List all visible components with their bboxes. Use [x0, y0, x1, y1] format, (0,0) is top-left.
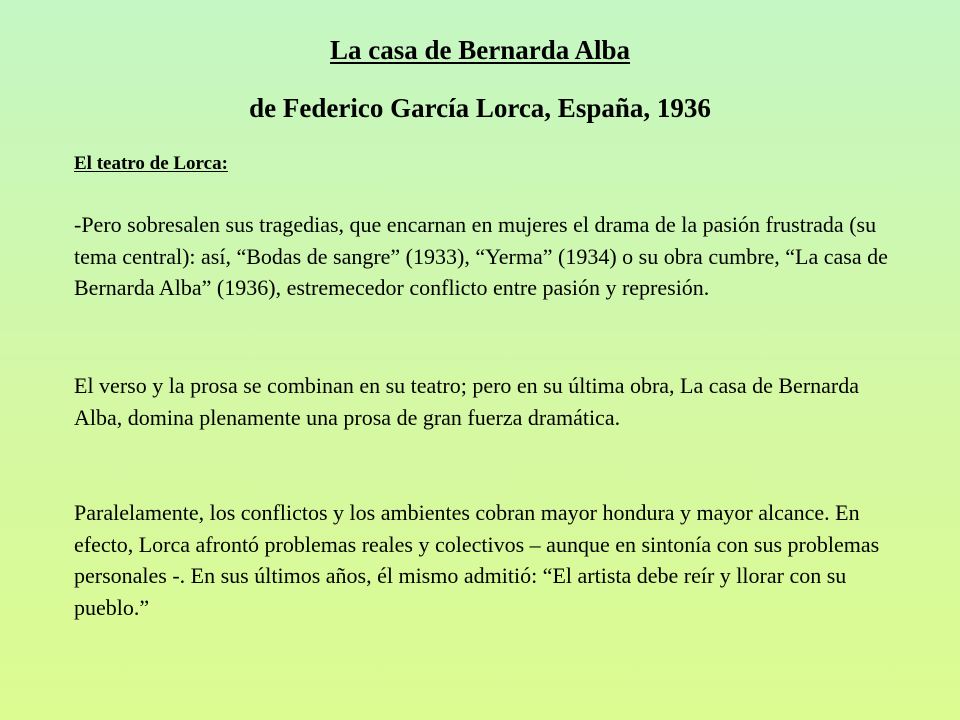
slide-subtitle: de Federico García Lorca, España, 1936 [249, 93, 711, 123]
slide-title: La casa de Bernarda Alba [329, 35, 631, 65]
paragraph-tragedias: -Pero sobresalen sus tragedias, que encarnan en mujeres el drama de la pasión frustrada (su tema central): así, “Bodas de sangre” (1933), “Yerma” (1934) o su obra cumbre, “La casa de Bernarda Alba” (1936), estremecedor conflicto entre pasión y represión. [74, 212, 888, 300]
paragraph-verso-prosa: El verso y la prosa se combinan en su teatro; pero en su última obra, La casa de Bernarda Alba, domina plenamente una prosa de gran fuerza dramática. [74, 373, 859, 430]
paragraph-conflictos: Paralelamente, los conflictos y los ambientes cobran mayor hondura y mayor alcance. En efecto, Lorca afrontó problemas reales y colectivos – aunque en sintonía con sus problemas personales -. En sus últimos años, él mismo admitió: “El artista debe reír y llorar con su pueblo.” [74, 500, 880, 620]
section-heading: El teatro de Lorca: [74, 153, 228, 174]
